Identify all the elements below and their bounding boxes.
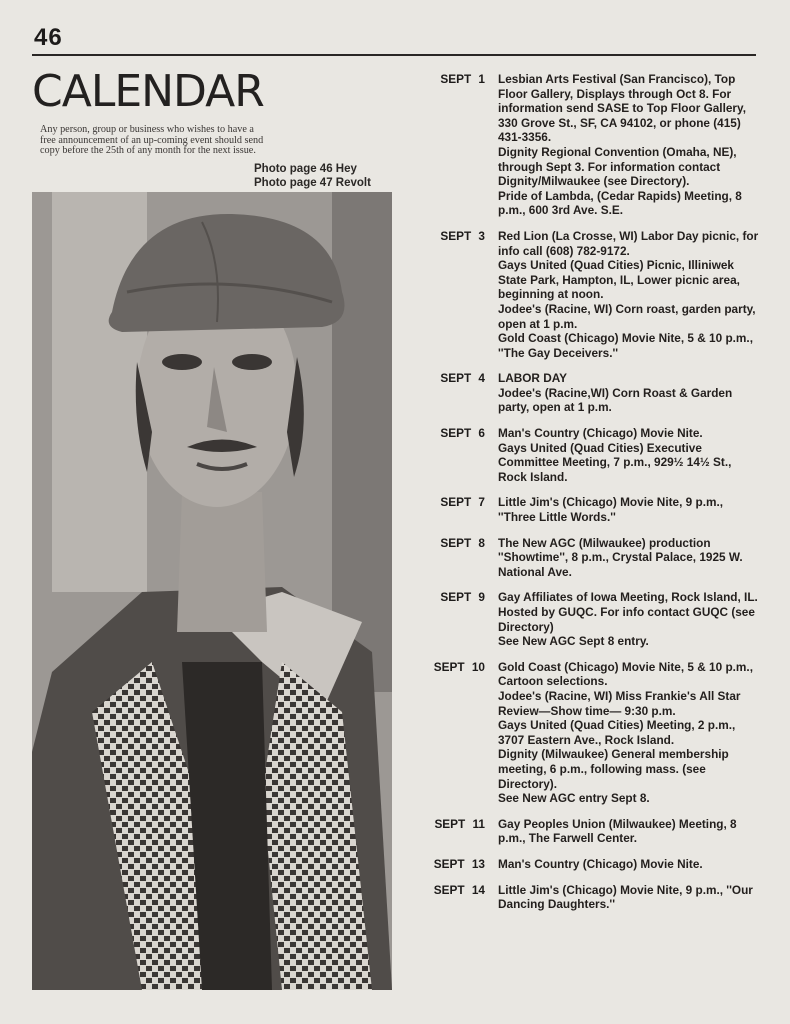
calendar-entry <box>410 590 762 648</box>
entry-body <box>498 495 762 524</box>
photo-credit-line: Photo page 47 Revolt <box>254 177 371 189</box>
photo-credits <box>254 162 371 190</box>
page-title: CALENDAR <box>32 66 264 117</box>
event-text: Pride of Lambda, (Cedar Rapids) Meeting, 8 p.m., 600 3rd Ave. S.E. <box>498 188 742 218</box>
event-text: Man's Country (Chicago) Movie Nite. <box>498 426 703 441</box>
entry-date: SEPT 3 <box>440 228 485 243</box>
event-text: Gays United (Quad Cities) Executive Committee Meeting, 7 p.m., 929½ 14½ St., Rock Island. <box>498 440 732 484</box>
event-text: Little Jim's (Chicago) Movie Nite, 9 p.m., ''Three Little Words.'' <box>498 495 724 525</box>
event-text: Little Jim's (Chicago) Movie Nite, 9 p.m., ''Our Dancing Daughters.'' <box>498 882 753 912</box>
event-text: Gays United (Quad Cities) Picnic, Illiniwek State Park, Hampton, IL, Lower picnic area, beginning at noon. <box>498 258 740 302</box>
calendar-entry <box>410 495 762 524</box>
entry-date: SEPT 8 <box>440 535 485 550</box>
entry-body <box>498 426 762 484</box>
calendar-entry <box>410 229 762 360</box>
entry-date: SEPT 10 <box>433 659 485 674</box>
calendar-entry <box>410 371 762 415</box>
event-text: Dignity Regional Convention (Omaha, NE), through Sept 3. For information contact Dignity/Milwaukee (see Directory). <box>498 144 737 189</box>
calendar-entry <box>410 536 762 580</box>
event-text: Gay Affiliates of Iowa Meeting, Rock Island, IL. Hosted by GUQC. For info contact GUQC (see Directory) <box>498 590 758 634</box>
event-text: Gays United (Quad Cities) Meeting, 2 p.m., 3707 Eastern Ave., Rock Island. <box>498 718 736 747</box>
entry-body <box>498 857 762 872</box>
entry-date: SEPT 14 <box>433 882 485 897</box>
header-rule <box>32 54 756 56</box>
entry-body <box>498 883 762 912</box>
event-text: Red Lion (La Crosse, WI) Labor Day picnic, for info call (608) 782-9172. <box>498 228 759 258</box>
event-text: See New AGC entry Sept 8. <box>498 791 650 806</box>
entry-date: SEPT 1 <box>440 72 485 86</box>
entry-body <box>498 590 762 648</box>
entry-date: SEPT 4 <box>440 371 485 386</box>
calendar-entry <box>410 660 762 806</box>
entry-body <box>498 817 762 846</box>
photo-credit-line: Photo page 46 Hey <box>254 163 357 175</box>
portrait-photo <box>32 192 392 990</box>
entry-date: SEPT 13 <box>433 856 485 871</box>
calendar-entries <box>410 72 762 923</box>
entry-date: SEPT 9 <box>440 590 485 605</box>
event-text: Gold Coast (Chicago) Movie Nite, 5 & 10 p.m., Cartoon selections. <box>498 659 753 689</box>
event-text: The New AGC (Milwaukee) production ''Showtime'', 8 p.m., Crystal Palace, 1925 W. National Ave. <box>498 535 743 579</box>
entry-date: SEPT 6 <box>440 426 485 441</box>
event-text: Gold Coast (Chicago) Movie Nite, 5 & 10 p.m., ''The Gay Deceivers.'' <box>498 331 753 360</box>
calendar-entry <box>410 883 762 912</box>
page-number: 46 <box>34 24 63 51</box>
event-text: Gay Peoples Union (Milwaukee) Meeting, 8 p.m., The Farwell Center. <box>498 816 737 846</box>
calendar-entry <box>410 817 762 846</box>
entry-body <box>498 72 762 218</box>
event-text: LABOR DAY <box>498 371 568 386</box>
entry-date: SEPT 7 <box>440 495 485 510</box>
event-text: Man's Country (Chicago) Movie Nite. <box>498 856 703 871</box>
entry-body <box>498 229 762 360</box>
portrait-illustration <box>32 192 392 990</box>
calendar-entry <box>410 72 762 218</box>
entry-body <box>498 371 762 415</box>
entry-body <box>498 660 762 806</box>
entry-body <box>498 536 762 580</box>
event-text: Lesbian Arts Festival (San Francisco), Top Floor Gallery, Displays through Oct 8. For information send SASE to Top Floor Gallery, 330 Grove St., SF, CA 94102, or phone (415) 431-3356. <box>498 72 746 145</box>
event-text: Jodee's (Racine,WI) Corn Roast & Garden party, open at 1 p.m. <box>498 385 733 415</box>
event-text: Dignity (Milwaukee) General membership meeting, 6 p.m., following mass. (see Directory). <box>498 747 729 791</box>
event-text: See New AGC Sept 8 entry. <box>498 634 649 649</box>
calendar-entry <box>410 857 762 872</box>
intro-text: Any person, group or business who wishes to have a free announcement of an up-coming event should send copy before the 25th of any month for the next issue. <box>40 124 264 156</box>
calendar-entry <box>410 426 762 484</box>
event-text: Jodee's (Racine, WI) Miss Frankie's All Star Review—Show time— 9:30 p.m. <box>498 688 741 718</box>
event-text: Jodee's (Racine, WI) Corn roast, garden party, open at 1 p.m. <box>498 301 756 331</box>
entry-date: SEPT 11 <box>434 816 485 831</box>
